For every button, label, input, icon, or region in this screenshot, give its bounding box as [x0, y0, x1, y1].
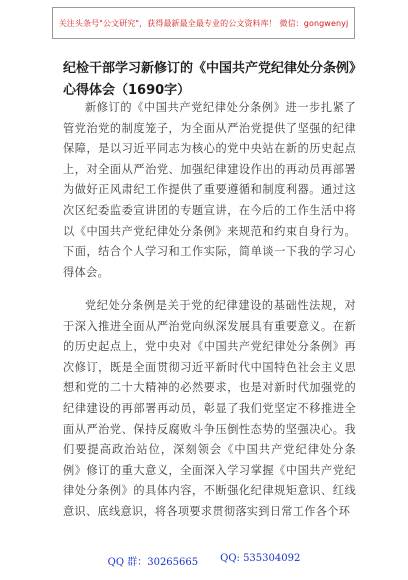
- footer-qq-number: QQ: 535304092: [220, 553, 301, 564]
- body-paragraph-2: 党纪处分条例是关于党的纪律建设的基础性法规，对于深入推进全面从严治党向纵深发展具有重要意义。在新的历史起点上，党中央对《中国共产党纪律处分条例》再次修订，既是全面贯彻习近平新时代中国特色社会主义思想和党的二十大精神的必然要求，也是对新时代加强党的纪律建设的再部署再动员，彰显了我们党坚定不移推进全面从严治党、保持反腐败斗争压倒性态势的坚强决心。我们要提高政治站位，深刻领会《中国共产党纪律处分条例》修订的重大意义，全面深入学习掌握《中国共产党纪律处分条例》的具体内容，不断强化纪律规矩意识、红线意识、底线意识，将各项要求贯彻落实到日常工作各个环: [63, 299, 356, 518]
- promo-header-box: [52, 7, 355, 39]
- promo-header-text: 关注头条号"公文研究"，获得最新最全最专业的公文资料库！ 微信：gongwenyj: [58, 18, 349, 28]
- footer-qq-group: QQ 群：30265665: [107, 557, 199, 568]
- footer-contact: [0, 553, 408, 568]
- body-paragraph-1: 新修订的《中国共产党纪律处分条例》进一步扎紧了管党治党的制度笼子，为全面从严治党提供了坚强的纪律保障，是以习近平同志为核心的党中央站在新的历史起点上，对全面从严治党、加强纪律建设作出的再动员再部署为做好正风肃纪工作提供了重要遵循和制度利器。通过这次区纪委监委宣讲团的专题宣讲，在今后的工作生活中将以《中国共产党纪律处分条例》来规范和约束自身行为。下面，结合个人学习和工作实际，简单谈一下我的学习心得体会。: [63, 101, 356, 279]
- document-title: 纪检干部学习新修订的《中国共产党纪律处分条例》心得体会（1690字）: [63, 61, 363, 98]
